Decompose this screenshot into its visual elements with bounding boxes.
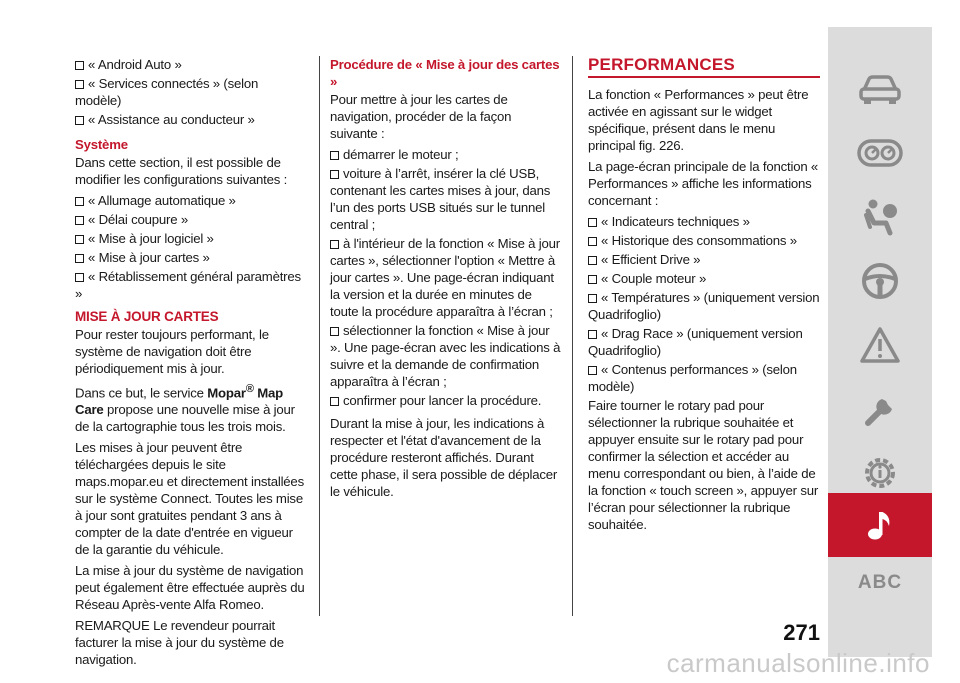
checkbox-bullet-icon <box>588 275 597 284</box>
checkbox-bullet-icon <box>330 151 339 160</box>
wrench-icon <box>860 389 900 429</box>
column-middle <box>330 56 562 504</box>
checkbox-bullet-icon <box>588 366 597 375</box>
list-item: « Efficient Drive » <box>588 251 820 268</box>
steering-wheel-icon <box>860 261 900 301</box>
page-number: 271 <box>783 620 820 645</box>
list-item: « Historique des consommations » <box>588 232 820 249</box>
column-divider <box>319 56 320 616</box>
nav-safety[interactable] <box>828 185 932 249</box>
section-heading-procedure: Procédure de « Mise à jour des cartes » <box>330 57 560 89</box>
list-item: « Indicateurs techniques » <box>588 213 820 230</box>
checkbox-bullet-icon <box>588 218 597 227</box>
checkbox-bullet-icon <box>330 397 339 406</box>
column-divider <box>572 56 573 616</box>
airbag-seat-icon <box>860 197 900 237</box>
paragraph: Faire tourner le rotary pad pour sélectionner la rubrique souhaitée et appuyer ensuite sur le rotary pad pour confirmer la sélection et accéder au menu correspondant ou bien, à l’aide de la fonction « touch screen », appuyer sur l’écran pour sélectionner la rubrique souhaitée. <box>588 398 819 532</box>
paragraph: La page-écran principale de la fonction « Performances » affiche les informations concernant : <box>588 159 819 208</box>
column-left <box>75 56 307 672</box>
checkbox-bullet-icon <box>588 294 597 303</box>
column-right <box>588 56 820 537</box>
list-item: « Délai coupure » <box>75 211 307 228</box>
music-note-icon <box>865 508 895 542</box>
dashboard-gauges-icon <box>857 138 903 168</box>
checkbox-bullet-icon <box>588 256 597 265</box>
list-item: à l'intérieur de la fonction « Mise à jour cartes », sélectionner l'option « Mettre à jour cartes ». Une page-écran indiquant la version et la durée en minutes de toute la procédure apparaîtra à l’écran ; <box>330 236 560 319</box>
paragraph: REMARQUE Le revendeur pourrait facturer la mise à jour du système de navigation. <box>75 618 284 668</box>
list-item: voiture à l’arrêt, insérer la clé USB, contenant les cartes mises à jour, dans l’un des ports USB situés sur le tunnel central ; <box>330 166 551 232</box>
section-title-performances: PERFORMANCES <box>588 56 820 78</box>
list-item: « Rétablissement général paramètres » <box>75 269 301 301</box>
list-item: « Services connectés » (selon modèle) <box>75 76 259 108</box>
nav-multimedia[interactable] <box>828 493 932 557</box>
list-item: « Contenus performances » (selon modèle) <box>588 362 797 394</box>
watermark: carmanualsonline.info <box>666 648 930 678</box>
car-icon <box>858 72 902 106</box>
paragraph: Les mises à jour peuvent être téléchargées depuis le site maps.mopar.eu et directement installées sur le système Connect. Toutes les mise à jour sont gratuites pendant 3 ans à compter de la date d'entrée en vigueur de la garantie du véhicule. <box>75 440 304 558</box>
list-item: démarrer le moteur ; <box>330 146 562 163</box>
brand-map-care: Map Care <box>75 385 283 418</box>
brand-mopar: Mopar <box>207 385 246 401</box>
nav-index[interactable] <box>828 551 932 615</box>
checkbox-bullet-icon <box>75 116 84 125</box>
checkbox-bullet-icon <box>75 61 84 70</box>
checkbox-bullet-icon <box>75 197 84 206</box>
checkbox-bullet-icon <box>75 254 84 263</box>
list-item: « Allumage automatique » <box>75 192 307 209</box>
list-item: « Mise à jour logiciel » <box>75 230 307 247</box>
list-item: « Mise à jour cartes » <box>75 249 307 266</box>
section-heading-systeme: Système <box>75 137 128 152</box>
paragraph: Pour rester toujours performant, le système de navigation doit être périodiquement mis à jour. <box>75 327 269 376</box>
paragraph: La fonction « Performances » peut être activée en agissant sur le widget spécifique, présent dans le menu principal fig. 226. <box>588 87 809 153</box>
paragraph: Dans ce but, le service Mopar® Map Care propose une nouvelle mise à jour de la cartographie tous les trois mois. <box>75 383 295 435</box>
list-item: sélectionner la fonction « Mise à jour ». Une page-écran avec les indications à suivre et la demande de confirmation apparaîtra à l’écran ; <box>330 323 561 389</box>
list-item: « Températures » (uniquement version Quadrifoglio) <box>588 290 820 322</box>
checkbox-bullet-icon <box>75 216 84 225</box>
section-heading-mise-a-jour-cartes: MISE À JOUR CARTES <box>75 309 219 324</box>
chapter-sidebar <box>828 27 932 657</box>
checkbox-bullet-icon <box>75 80 84 89</box>
warning-triangle-icon <box>859 326 901 364</box>
list-item: confirmer pour lancer la procédure. <box>330 392 562 409</box>
checkbox-bullet-icon <box>588 237 597 246</box>
paragraph: Pour mettre à jour les cartes de navigation, procéder de la façon suivante : <box>330 92 512 141</box>
nav-driving[interactable] <box>828 249 932 313</box>
abc-label: ABC <box>857 572 903 593</box>
list-item: « Assistance au conducteur » <box>75 111 307 128</box>
gear-icon <box>860 453 900 493</box>
checkbox-bullet-icon <box>330 327 339 336</box>
nav-car[interactable] <box>828 57 932 121</box>
nav-maintenance[interactable] <box>828 377 932 441</box>
list-item: « Drag Race » (uniquement version Quadrifoglio) <box>588 326 803 358</box>
nav-warnings[interactable] <box>828 313 932 377</box>
checkbox-bullet-icon <box>588 330 597 339</box>
paragraph: La mise à jour du système de navigation peut également être effectuée auprès du Réseau Après-vente Alfa Romeo. <box>75 563 305 613</box>
checkbox-bullet-icon <box>330 240 339 249</box>
nav-dashboard[interactable] <box>828 121 932 185</box>
checkbox-bullet-icon <box>330 170 339 179</box>
list-item: « Couple moteur » <box>588 270 820 287</box>
paragraph: Durant la mise à jour, les indications à respecter et l'état d'avancement de la procédure resteront affichés. Durant cette phase, il sera possible de déplacer le véhicule. <box>330 416 558 499</box>
checkbox-bullet-icon <box>75 235 84 244</box>
paragraph: Dans cette section, il est possible de modifier les configurations suivantes : <box>75 155 288 187</box>
checkbox-bullet-icon <box>75 273 84 282</box>
list-item: « Android Auto » <box>75 56 307 73</box>
